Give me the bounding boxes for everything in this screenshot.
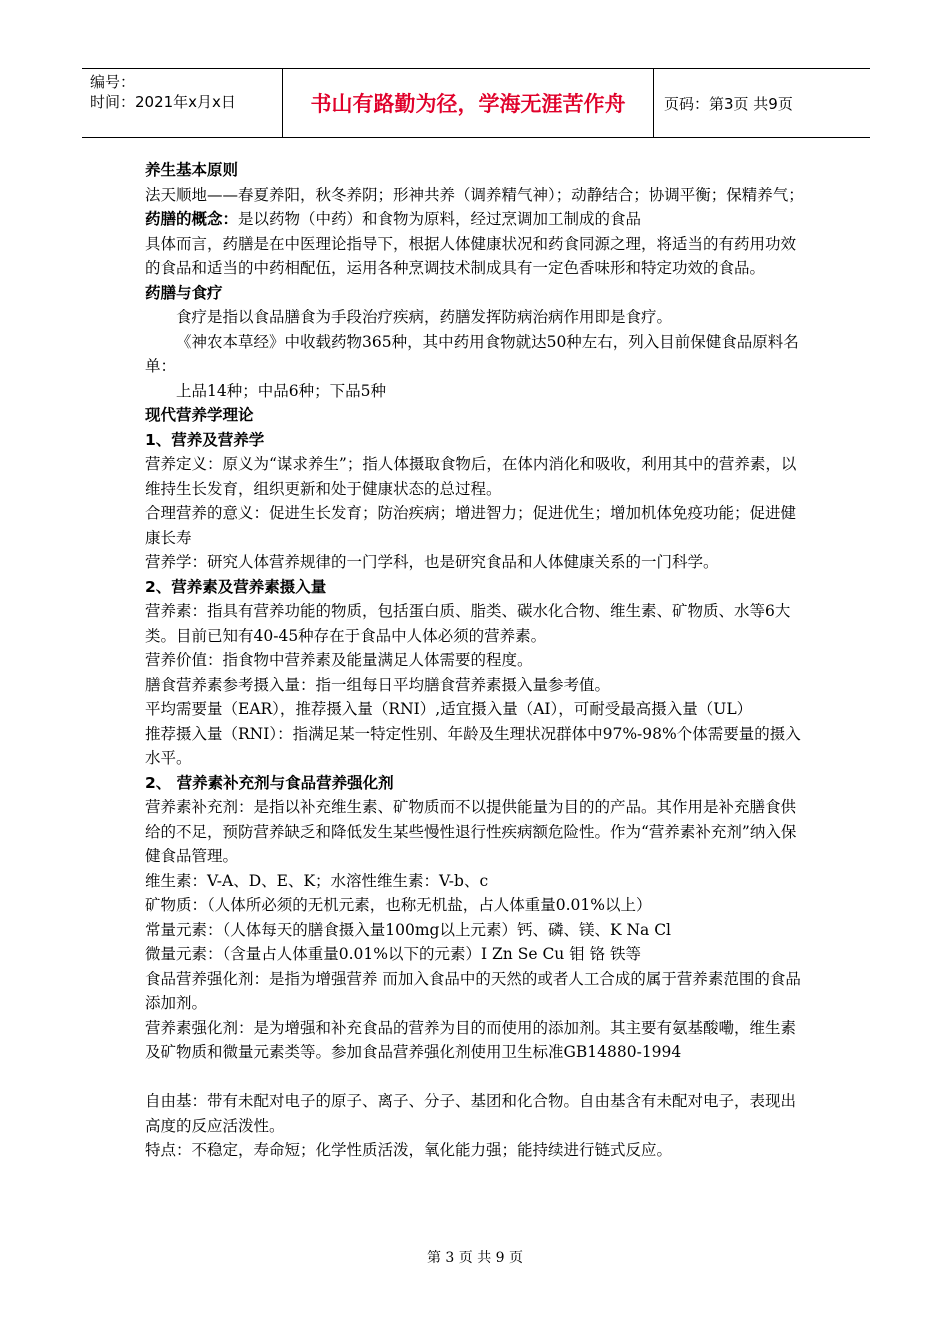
paragraph: 营养价值：指食物中营养素及能量满足人体需要的程度。 [145, 651, 533, 669]
paragraph: 自由基：带有未配对电子的原子、离子、分子、基团和化合物。自由基含有未配对电子，表现出高度的反应活泼性。 [145, 1092, 797, 1135]
term-label: 药膳的概念： [145, 210, 239, 228]
time-label: 时间：2021年x月x日 [90, 93, 236, 111]
header-left-cell [82, 69, 282, 137]
paragraph: 上品14种；中品6种；下品5种 [176, 381, 386, 400]
section-heading: 1、营养及营养学 [145, 430, 265, 449]
section-heading: 养生基本原则 [145, 161, 239, 179]
paragraph: 食品营养强化剂：是指为增强营养 而加入食品中的天然的或者人工合成的属于营养素范围的食品添加剂。 [145, 969, 801, 1012]
section-heading: 2、营养素及营养素摄入量 [145, 577, 327, 596]
number-label: 编号： [90, 73, 136, 91]
paragraph: 维生素：V-A、D、E、K；水溶性维生素：V-b、c [145, 871, 489, 890]
paragraph: 合理营养的意义：促进生长发育；防治疾病；增进智力；促进优生；增加机体免疫功能；促进健康长寿 [145, 504, 797, 547]
paragraph: 特点：不稳定，寿命短；化学性质活泼，氧化能力强；能持续进行链式反应。 [145, 1141, 673, 1159]
paragraph: 微量元素：（含量占人体重量0.01%以下的元素）I Zn Se Cu 钼 铬 铁等 [145, 945, 642, 963]
page-header [82, 68, 870, 138]
paragraph: 食疗是指以食品膳食为手段治疗疾病，药膳发挥防病治病作用即是食疗。 [176, 308, 673, 326]
paragraph: 营养素强化剂：是为增强和补充食品的营养为目的而使用的添加剂。其主要有氨基酸嘞，维生素及矿物质和微量元素类等。参加食品营养强化剂使用卫生标准GB14880-1994 [145, 1018, 797, 1061]
section-heading: 2、 营养素补充剂与食品营养强化剂 [145, 773, 394, 792]
paragraph: 营养素：指具有营养功能的物质，包括蛋白质、脂类、碳水化合物、维生素、矿物质、水等6大类。目前已知有40-45种存在于食品中人体必须的营养素。 [145, 602, 791, 645]
term-definition: 是以药物（中药）和食物为原料，经过烹调加工制成的食品 [238, 210, 642, 228]
motto: 书山有路勤为径，学海无涯苦作舟 [282, 69, 654, 137]
paragraph: 膳食营养素参考摄入量：指一组每日平均膳食营养素摄入量参考值。 [145, 675, 611, 694]
paragraph: 平均需要量（EAR），推荐摄入量（RNI）,适宜摄入量（AI），可耐受最高摄入量（UL） [145, 700, 753, 718]
section-heading: 药膳与食疗 [145, 283, 223, 302]
paragraph: 常量元素：（人体每天的膳食摄入量100mg以上元素）钙、磷、镁、K Na Cl [145, 920, 672, 939]
document-body [145, 158, 810, 1163]
blank-line [145, 1065, 810, 1090]
paragraph: 法天顺地——春夏养阳，秋冬养阴；形神共养（调养精气神）；动静结合；协调平衡；保精养气； [145, 185, 804, 204]
paragraph: 营养学：研究人体营养规律的一门学科，也是研究食品和人体健康关系的一门科学。 [145, 553, 719, 571]
paragraph: 营养定义：原义为“谋求养生”；指人体摄取食物后，在体内消化和吸收，利用其中的营养素，以维持生长发育，组织更新和处于健康状态的总过程。 [145, 455, 797, 498]
page-footer: 第 3 页 共 9 页 [426, 1250, 524, 1266]
paragraph: 具体而言，药膳是在中医理论指导下，根据人体健康状况和药食同源之理，将适当的有药用功效的食品和适当的中药相配伍，运用各种烹调技术制成具有一定色香味形和特定功效的食品。 [145, 234, 797, 277]
paragraph: 矿物质：（人体所必须的无机元素，也称无机盐，占人体重量0.01%以上） [145, 896, 652, 914]
paragraph: 营养素补充剂：是指以补充维生素、矿物质而不以提供能量为目的的产品。其作用是补充膳食供给的不足，预防营养缺乏和降低发生某些慢性退行性疾病额危险性。作为“营养素补充剂”纳入保健食品管理。 [145, 798, 797, 865]
paragraph [145, 207, 810, 232]
paragraph: 推荐摄入量（RNI）：指满足某一特定性别、年龄及生理状况群体中97%-98%个体需要量的摄入水平。 [145, 724, 801, 767]
section-heading: 现代营养学理论 [145, 406, 254, 424]
page-number-header: 页码：第3页 共9页 [664, 94, 793, 113]
paragraph: 《神农本草经》中收载药物365种，其中药用食物就达50种左右，列入目前保健食品原料名单： [145, 332, 799, 375]
